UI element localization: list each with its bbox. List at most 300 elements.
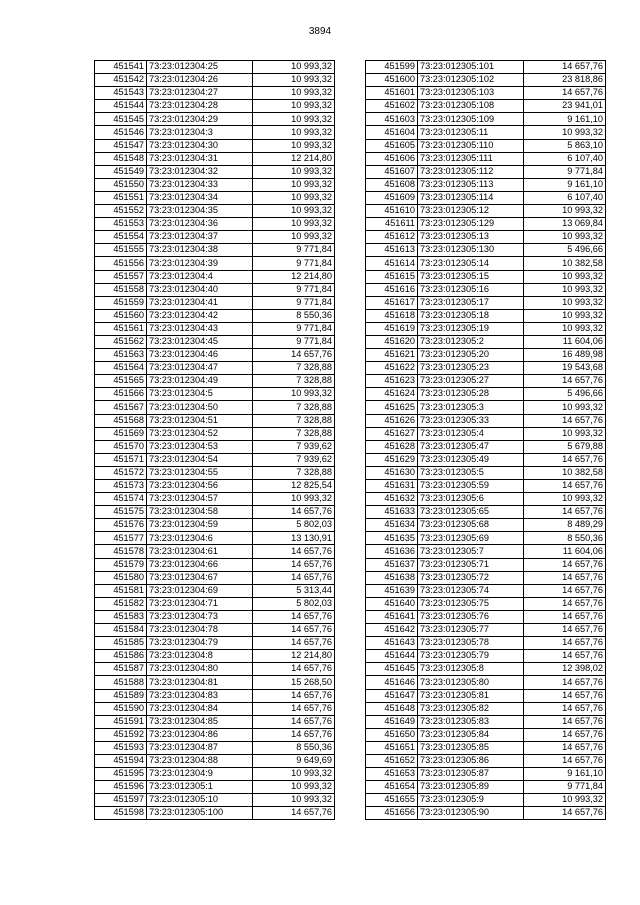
cadastral-number: 73:23:012304:32 <box>147 165 253 178</box>
table-row <box>366 584 606 597</box>
cadastral-number: 73:23:012305:101 <box>418 61 524 74</box>
table-row <box>95 558 335 571</box>
record-number: 451597 <box>95 794 147 807</box>
table-row <box>366 191 606 204</box>
cadastral-number: 73:23:012304:79 <box>147 637 253 650</box>
record-number: 451545 <box>95 113 147 126</box>
table-row <box>366 375 606 388</box>
cadastral-number: 73:23:012305:80 <box>418 676 524 689</box>
record-number: 451589 <box>95 689 147 702</box>
amount: 10 993,32 <box>253 794 335 807</box>
amount: 12 398,02 <box>524 663 606 676</box>
cadastral-number: 73:23:012304:50 <box>147 401 253 414</box>
cadastral-number: 73:23:012304:46 <box>147 349 253 362</box>
amount: 14 657,76 <box>524 480 606 493</box>
amount: 12 214,80 <box>253 270 335 283</box>
amount: 14 657,76 <box>524 715 606 728</box>
amount: 14 657,76 <box>524 584 606 597</box>
cadastral-number: 73:23:012305:17 <box>418 296 524 309</box>
table-row <box>366 74 606 87</box>
record-number: 451594 <box>95 754 147 767</box>
table-row <box>366 781 606 794</box>
amount: 5 313,44 <box>253 584 335 597</box>
amount: 7 328,88 <box>253 401 335 414</box>
cadastral-number: 73:23:012305:112 <box>418 165 524 178</box>
cadastral-number: 73:23:012305:78 <box>418 637 524 650</box>
cadastral-number: 73:23:012305:69 <box>418 532 524 545</box>
amount: 10 993,32 <box>524 270 606 283</box>
record-number: 451640 <box>366 597 418 610</box>
record-number: 451557 <box>95 270 147 283</box>
amount: 5 496,66 <box>524 388 606 401</box>
cadastral-number: 73:23:012305:109 <box>418 113 524 126</box>
amount: 10 993,32 <box>524 794 606 807</box>
table-row <box>95 466 335 479</box>
amount: 14 657,76 <box>524 702 606 715</box>
record-number: 451648 <box>366 702 418 715</box>
amount: 14 657,76 <box>253 624 335 637</box>
record-number: 451574 <box>95 493 147 506</box>
table-row <box>366 624 606 637</box>
table-row <box>95 231 335 244</box>
amount: 14 657,76 <box>524 624 606 637</box>
record-number: 451578 <box>95 545 147 558</box>
record-number: 451656 <box>366 807 418 820</box>
record-number: 451650 <box>366 728 418 741</box>
cadastral-number: 73:23:012304:84 <box>147 702 253 715</box>
cadastral-number: 73:23:012304:85 <box>147 715 253 728</box>
cadastral-number: 73:23:012304:73 <box>147 610 253 623</box>
record-number: 451595 <box>95 768 147 781</box>
table-row <box>366 335 606 348</box>
record-number: 451567 <box>95 401 147 414</box>
amount: 14 657,76 <box>253 689 335 702</box>
table-row <box>95 244 335 257</box>
amount: 14 657,76 <box>524 453 606 466</box>
amount: 9 161,10 <box>524 768 606 781</box>
table-row <box>366 597 606 610</box>
table-row <box>366 571 606 584</box>
amount: 10 993,32 <box>253 61 335 74</box>
cadastral-number: 73:23:012305:5 <box>418 466 524 479</box>
cadastral-number: 73:23:012305:9 <box>418 794 524 807</box>
table-row <box>95 493 335 506</box>
cadastral-number: 73:23:012304:3 <box>147 126 253 139</box>
cadastral-number: 73:23:012305:102 <box>418 74 524 87</box>
record-number: 451607 <box>366 165 418 178</box>
record-number: 451547 <box>95 139 147 152</box>
cadastral-number: 73:23:012305:2 <box>418 335 524 348</box>
table-row <box>95 532 335 545</box>
amount: 14 657,76 <box>524 375 606 388</box>
record-number: 451576 <box>95 519 147 532</box>
cadastral-number: 73:23:012304:52 <box>147 427 253 440</box>
amount: 10 993,32 <box>253 493 335 506</box>
record-number: 451611 <box>366 218 418 231</box>
table-row <box>366 741 606 754</box>
table-row <box>95 689 335 702</box>
record-number: 451630 <box>366 466 418 479</box>
amount: 5 802,03 <box>253 597 335 610</box>
amount: 23 941,01 <box>524 100 606 113</box>
cadastral-number: 73:23:012305:84 <box>418 728 524 741</box>
amount: 10 993,32 <box>253 74 335 87</box>
table-row <box>95 571 335 584</box>
amount: 10 993,32 <box>524 205 606 218</box>
table-row <box>95 584 335 597</box>
cadastral-number: 73:23:012304:49 <box>147 375 253 388</box>
cadastral-number: 73:23:012305:3 <box>418 401 524 414</box>
record-number: 451625 <box>366 401 418 414</box>
amount: 14 657,76 <box>253 702 335 715</box>
table-row <box>366 309 606 322</box>
amount: 15 268,50 <box>253 676 335 689</box>
record-number: 451599 <box>366 61 418 74</box>
record-number: 451556 <box>95 257 147 270</box>
table-row <box>366 650 606 663</box>
record-number: 451541 <box>95 61 147 74</box>
amount: 14 657,76 <box>524 506 606 519</box>
cadastral-number: 73:23:012305:49 <box>418 453 524 466</box>
table-row <box>95 794 335 807</box>
record-number: 451561 <box>95 322 147 335</box>
table-row <box>95 309 335 322</box>
cadastral-number: 73:23:012305:15 <box>418 270 524 283</box>
cadastral-number: 73:23:012304:71 <box>147 597 253 610</box>
amount: 12 214,80 <box>253 152 335 165</box>
cadastral-number: 73:23:012305:1 <box>147 781 253 794</box>
table-row <box>366 545 606 558</box>
table-row <box>366 480 606 493</box>
table-row <box>366 676 606 689</box>
table-row <box>95 715 335 728</box>
cadastral-number: 73:23:012305:103 <box>418 87 524 100</box>
amount: 7 328,88 <box>253 414 335 427</box>
amount: 14 657,76 <box>253 728 335 741</box>
cadastral-number: 73:23:012305:77 <box>418 624 524 637</box>
table-row <box>366 414 606 427</box>
record-number: 451573 <box>95 480 147 493</box>
table-row <box>95 702 335 715</box>
amount: 14 657,76 <box>524 610 606 623</box>
page-number: 3894 <box>308 26 332 37</box>
cadastral-number: 73:23:012305:108 <box>418 100 524 113</box>
table-row <box>366 453 606 466</box>
cadastral-number: 73:23:012304:42 <box>147 309 253 322</box>
amount: 14 657,76 <box>253 637 335 650</box>
table-row <box>95 781 335 794</box>
table-row <box>366 349 606 362</box>
record-number: 451605 <box>366 139 418 152</box>
record-number: 451571 <box>95 453 147 466</box>
amount: 14 657,76 <box>524 807 606 820</box>
table-row <box>366 139 606 152</box>
amount: 9 771,84 <box>253 244 335 257</box>
table-row <box>366 519 606 532</box>
record-number: 451609 <box>366 191 418 204</box>
table-row <box>366 663 606 676</box>
cadastral-number: 73:23:012304:28 <box>147 100 253 113</box>
record-number: 451622 <box>366 362 418 375</box>
table-row <box>95 178 335 191</box>
cadastral-number: 73:23:012304:5 <box>147 388 253 401</box>
record-number: 451586 <box>95 650 147 663</box>
table-row <box>366 807 606 820</box>
table-row <box>366 296 606 309</box>
amount: 14 657,76 <box>524 676 606 689</box>
amount: 14 657,76 <box>524 414 606 427</box>
record-number: 451636 <box>366 545 418 558</box>
table-row <box>95 427 335 440</box>
amount: 9 771,84 <box>253 296 335 309</box>
table-row <box>366 794 606 807</box>
record-number: 451543 <box>95 87 147 100</box>
cadastral-number: 73:23:012304:30 <box>147 139 253 152</box>
table-row <box>95 807 335 820</box>
cadastral-number: 73:23:012305:72 <box>418 571 524 584</box>
record-number: 451601 <box>366 87 418 100</box>
cadastral-number: 73:23:012305:20 <box>418 349 524 362</box>
record-number: 451624 <box>366 388 418 401</box>
amount: 10 993,32 <box>253 113 335 126</box>
table-row <box>366 689 606 702</box>
amount: 12 214,80 <box>253 650 335 663</box>
amount: 10 993,32 <box>524 309 606 322</box>
table-row <box>366 100 606 113</box>
table-row <box>95 624 335 637</box>
cadastral-number: 73:23:012305:82 <box>418 702 524 715</box>
record-number: 451580 <box>95 571 147 584</box>
table-row <box>366 283 606 296</box>
amount: 10 993,32 <box>253 191 335 204</box>
amount: 10 993,32 <box>524 296 606 309</box>
record-number: 451633 <box>366 506 418 519</box>
record-number: 451641 <box>366 610 418 623</box>
table-row <box>95 152 335 165</box>
cadastral-number: 73:23:012304:8 <box>147 650 253 663</box>
record-number: 451617 <box>366 296 418 309</box>
right-table-body <box>366 61 606 820</box>
amount: 14 657,76 <box>253 558 335 571</box>
table-row <box>95 335 335 348</box>
cadastral-number: 73:23:012304:25 <box>147 61 253 74</box>
record-number: 451621 <box>366 349 418 362</box>
record-number: 451614 <box>366 257 418 270</box>
table-row <box>95 87 335 100</box>
cadastral-number: 73:23:012305:86 <box>418 754 524 767</box>
cadastral-number: 73:23:012305:100 <box>147 807 253 820</box>
cadastral-number: 73:23:012305:79 <box>418 650 524 663</box>
record-number: 451618 <box>366 309 418 322</box>
cadastral-number: 73:23:012304:61 <box>147 545 253 558</box>
record-number: 451559 <box>95 296 147 309</box>
record-number: 451632 <box>366 493 418 506</box>
cadastral-number: 73:23:012305:110 <box>418 139 524 152</box>
cadastral-number: 73:23:012304:29 <box>147 113 253 126</box>
table-row <box>95 218 335 231</box>
record-number: 451623 <box>366 375 418 388</box>
table-row <box>366 113 606 126</box>
amount: 14 657,76 <box>524 741 606 754</box>
cadastral-number: 73:23:012304:56 <box>147 480 253 493</box>
record-number: 451600 <box>366 74 418 87</box>
cadastral-number: 73:23:012304:59 <box>147 519 253 532</box>
record-number: 451568 <box>95 414 147 427</box>
record-number: 451602 <box>366 100 418 113</box>
table-row <box>95 375 335 388</box>
amount: 6 107,40 <box>524 152 606 165</box>
amount: 14 657,76 <box>253 610 335 623</box>
record-number: 451652 <box>366 754 418 767</box>
cadastral-number: 73:23:012304:47 <box>147 362 253 375</box>
amount: 5 863,10 <box>524 139 606 152</box>
cadastral-number: 73:23:012304:43 <box>147 322 253 335</box>
amount: 10 993,32 <box>253 100 335 113</box>
cadastral-number: 73:23:012304:40 <box>147 283 253 296</box>
record-number: 451585 <box>95 637 147 650</box>
table-row <box>95 676 335 689</box>
cadastral-number: 73:23:012305:113 <box>418 178 524 191</box>
cadastral-number: 73:23:012305:16 <box>418 283 524 296</box>
table-row <box>95 283 335 296</box>
record-number: 451563 <box>95 349 147 362</box>
amount: 10 382,58 <box>524 257 606 270</box>
table-row <box>366 427 606 440</box>
record-number: 451642 <box>366 624 418 637</box>
amount: 7 939,62 <box>253 440 335 453</box>
cadastral-number: 73:23:012305:59 <box>418 480 524 493</box>
record-number: 451637 <box>366 558 418 571</box>
cadastral-number: 73:23:012305:89 <box>418 781 524 794</box>
record-number: 451627 <box>366 427 418 440</box>
cadastral-number: 73:23:012305:4 <box>418 427 524 440</box>
amount: 10 993,32 <box>524 322 606 335</box>
left-table-body <box>95 61 335 820</box>
cadastral-number: 73:23:012305:68 <box>418 519 524 532</box>
amount: 7 328,88 <box>253 466 335 479</box>
record-number: 451587 <box>95 663 147 676</box>
left-table <box>94 60 335 820</box>
cadastral-number: 73:23:012305:130 <box>418 244 524 257</box>
cadastral-number: 73:23:012304:58 <box>147 506 253 519</box>
table-row <box>366 87 606 100</box>
amount: 9 771,84 <box>253 283 335 296</box>
record-number: 451560 <box>95 309 147 322</box>
record-number: 451583 <box>95 610 147 623</box>
amount: 6 107,40 <box>524 191 606 204</box>
record-number: 451615 <box>366 270 418 283</box>
record-number: 451643 <box>366 637 418 650</box>
record-number: 451564 <box>95 362 147 375</box>
cadastral-number: 73:23:012305:47 <box>418 440 524 453</box>
table-row <box>366 126 606 139</box>
amount: 9 771,84 <box>253 335 335 348</box>
table-row <box>95 519 335 532</box>
table-row <box>366 532 606 545</box>
table-row <box>95 100 335 113</box>
table-row <box>366 205 606 218</box>
amount: 9 771,84 <box>524 781 606 794</box>
table-row <box>366 388 606 401</box>
record-number: 451555 <box>95 244 147 257</box>
table-row <box>95 74 335 87</box>
record-number: 451553 <box>95 218 147 231</box>
table-row <box>95 440 335 453</box>
amount: 14 657,76 <box>253 807 335 820</box>
right-table <box>365 60 606 820</box>
amount: 10 382,58 <box>524 466 606 479</box>
amount: 14 657,76 <box>253 715 335 728</box>
cadastral-number: 73:23:012305:65 <box>418 506 524 519</box>
amount: 14 657,76 <box>253 663 335 676</box>
record-number: 451620 <box>366 335 418 348</box>
cadastral-number: 73:23:012304:51 <box>147 414 253 427</box>
cadastral-number: 73:23:012305:12 <box>418 205 524 218</box>
table-row <box>366 558 606 571</box>
cadastral-number: 73:23:012305:19 <box>418 322 524 335</box>
record-number: 451562 <box>95 335 147 348</box>
table-row <box>366 637 606 650</box>
record-number: 451584 <box>95 624 147 637</box>
record-number: 451598 <box>95 807 147 820</box>
cadastral-number: 73:23:012305:14 <box>418 257 524 270</box>
cadastral-number: 73:23:012305:7 <box>418 545 524 558</box>
cadastral-number: 73:23:012304:88 <box>147 754 253 767</box>
table-row <box>95 768 335 781</box>
amount: 10 993,32 <box>524 427 606 440</box>
amount: 10 993,32 <box>524 126 606 139</box>
record-number: 451570 <box>95 440 147 453</box>
cadastral-number: 73:23:012304:27 <box>147 87 253 100</box>
table-row <box>95 741 335 754</box>
table-row <box>95 191 335 204</box>
table-row <box>366 218 606 231</box>
record-number: 451646 <box>366 676 418 689</box>
record-number: 451592 <box>95 728 147 741</box>
amount: 5 802,03 <box>253 519 335 532</box>
table-row <box>366 257 606 270</box>
cadastral-number: 73:23:012305:71 <box>418 558 524 571</box>
table-row <box>95 139 335 152</box>
cadastral-number: 73:23:012305:87 <box>418 768 524 781</box>
table-row <box>366 401 606 414</box>
table-row <box>366 506 606 519</box>
table-row <box>366 728 606 741</box>
record-number: 451638 <box>366 571 418 584</box>
cadastral-number: 73:23:012305:75 <box>418 597 524 610</box>
table-row <box>95 113 335 126</box>
record-number: 451596 <box>95 781 147 794</box>
cadastral-number: 73:23:012305:13 <box>418 231 524 244</box>
table-row <box>366 493 606 506</box>
record-number: 451572 <box>95 466 147 479</box>
table-row <box>366 715 606 728</box>
amount: 14 657,76 <box>253 545 335 558</box>
table-row <box>366 754 606 767</box>
cadastral-number: 73:23:012304:54 <box>147 453 253 466</box>
table-row <box>366 178 606 191</box>
record-number: 451654 <box>366 781 418 794</box>
cadastral-number: 73:23:012304:38 <box>147 244 253 257</box>
cadastral-number: 73:23:012304:4 <box>147 270 253 283</box>
record-number: 451551 <box>95 191 147 204</box>
amount: 10 993,32 <box>253 781 335 794</box>
table-row <box>366 466 606 479</box>
cadastral-number: 73:23:012304:87 <box>147 741 253 754</box>
amount: 14 657,76 <box>524 61 606 74</box>
cadastral-number: 73:23:012304:86 <box>147 728 253 741</box>
record-number: 451612 <box>366 231 418 244</box>
